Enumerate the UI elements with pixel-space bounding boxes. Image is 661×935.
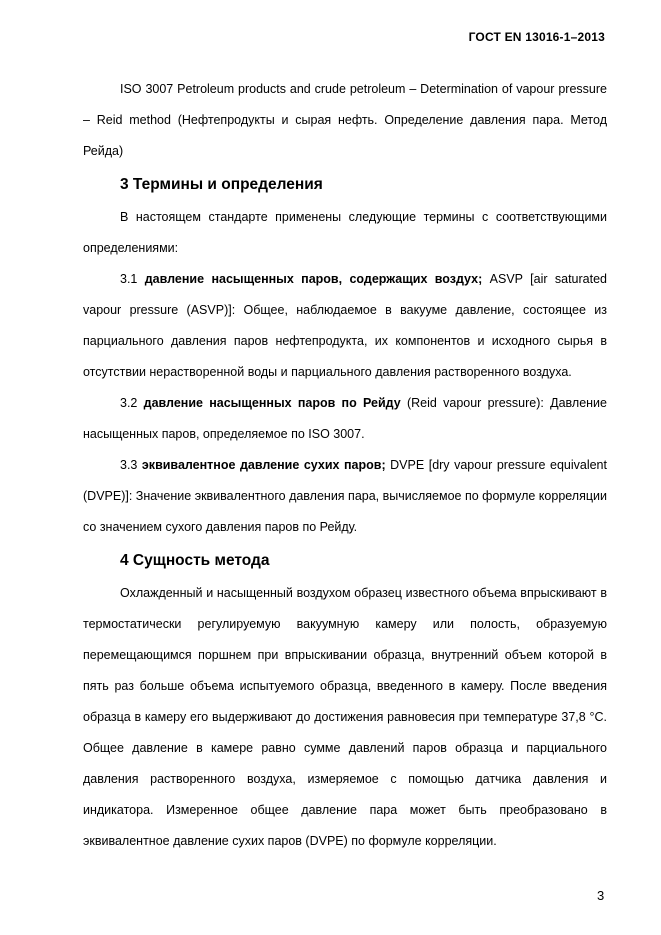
term-number: 3.3 (120, 458, 142, 472)
iso3007-reference-paragraph: ISO 3007 Petroleum products and crude petroleum – Determination of vapour pressure – Reid method (Нефтепродукты и сырая нефть. Определение давления пара. Метод Рейда) (83, 82, 607, 158)
page-number: 3 (597, 888, 605, 903)
section-3-intro: В настоящем стандарте применены следующие термины с соответствующими определениями: (83, 210, 607, 255)
term-3-2 (83, 388, 607, 450)
term-name: давление насыщенных паров, содержащих воздух; (144, 272, 483, 286)
section-4-title: 4 Сущность метода (120, 552, 270, 569)
term-name: эквивалентное давление сухих паров; (141, 458, 386, 472)
term-3-3 (83, 450, 607, 543)
term-name: давление насыщенных паров по Рейду (143, 396, 401, 410)
section-4-text: Охлажденный и насыщенный воздухом образец известного объема впрыскивают в термостатически регулируемую вакуумную камеру или полость, образуемую перемещающимся поршнем при впрыскивании образца, внутренний объем которой в пять раз больше объема испытуемого образца, введенного в камеру. После введения образца в камеру его выдерживают до достижения равновесия при температуре 37,8 °С. Общее давление в камере равно сумме давлений паров образца и парциального давления растворенного воздуха, измеряемое с помощью датчика давления и индикатора. Измеренное общее давление пара может быть преобразовано в эквивалентное давление сухих паров (DVPE) по формуле корреляции. (83, 586, 607, 848)
page-body (83, 74, 607, 857)
term-number: 3.2 (120, 396, 144, 410)
term-definition: (Reid vapour pressure): Давление насыщенных паров, определяемое по ISO 3007. (83, 396, 607, 441)
document-code-header: ГОСТ EN 13016-1–2013 (468, 30, 605, 44)
term-definition: ASVP [air saturated vapour pressure (ASVP)]: Общее, наблюдаемое в вакууме давление, состоящее из парциального давления паров нефтепродукта, их компонентов и исходного сырья в отсутствии нерастворенной воды и парциального давления растворенного воздуха. (83, 272, 607, 379)
term-definition: DVPE [dry vapour pressure equivalent (DVPE)]: Значение эквивалентного давления пара, вычисляемое по формуле корреляции со значением сухого давления паров по Рейду. (83, 458, 607, 534)
term-3-1 (83, 264, 607, 388)
section-3-title: 3 Термины и определения (120, 176, 323, 193)
term-number: 3.1 (120, 272, 145, 286)
